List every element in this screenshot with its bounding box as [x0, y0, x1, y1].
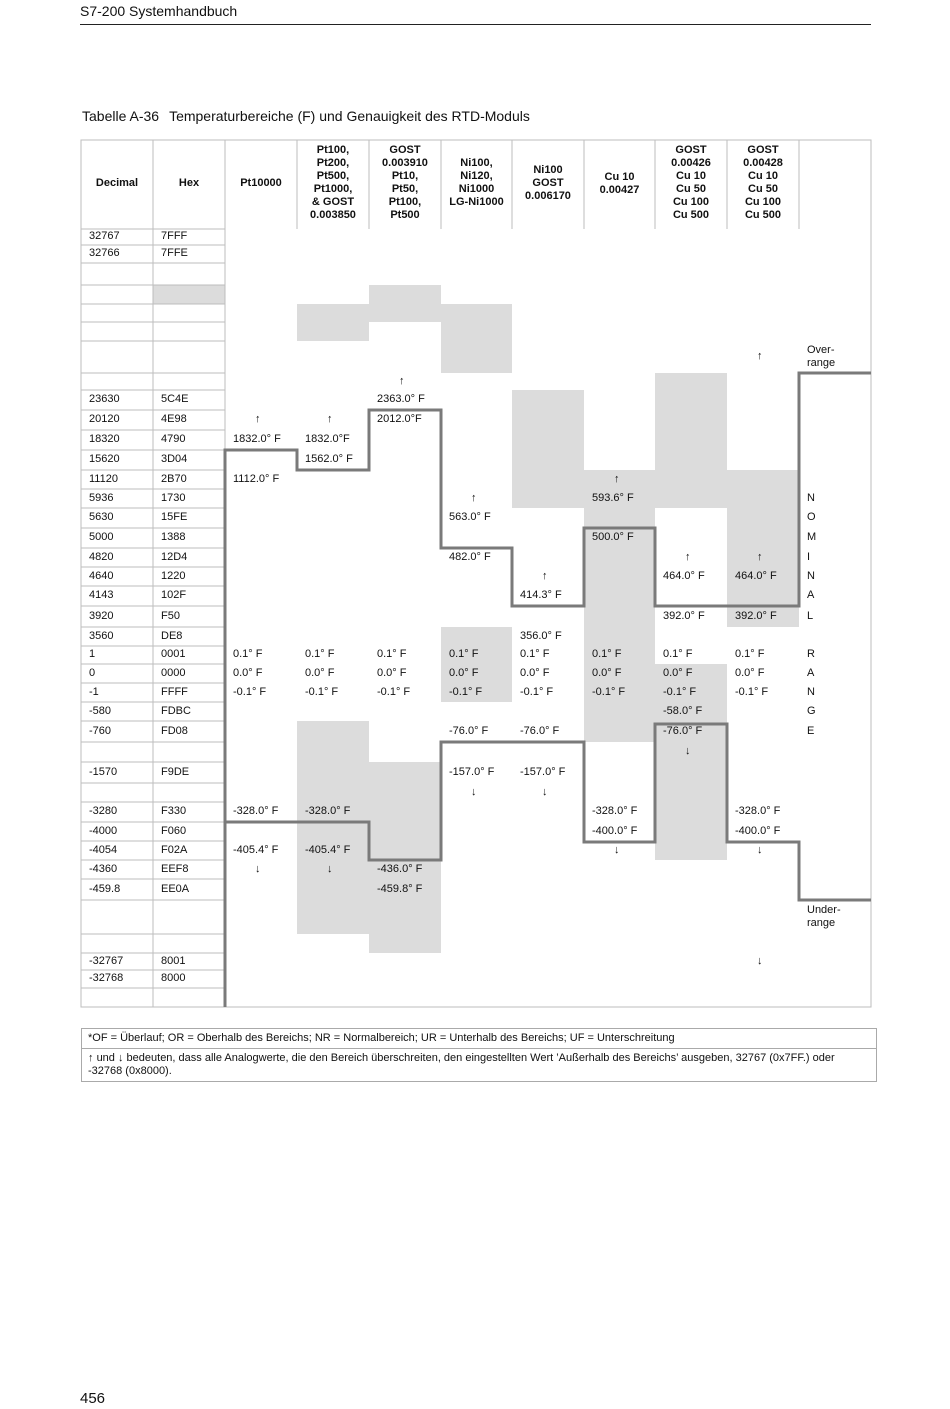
hex-value: DE8 — [161, 629, 183, 642]
decimal-value: -760 — [89, 724, 112, 737]
hex-value: F330 — [161, 805, 187, 817]
column-header-line: Cu 100 — [744, 195, 782, 208]
zero-value: 0.0° F — [233, 666, 263, 679]
range-letter: A — [807, 666, 815, 679]
resolution-minus-value: -0.1° F — [233, 685, 267, 698]
temperature-value: 464.0° F — [735, 569, 777, 582]
overrange-label — [807, 344, 835, 370]
up-arrow-icon: ↑ — [471, 491, 477, 504]
column-header-line: Pt100, — [388, 195, 422, 208]
temperature-value: 593.6° F — [592, 491, 634, 504]
down-arrow-icon: ↓ — [327, 862, 333, 875]
range-letter: G — [807, 704, 816, 717]
temperature-value: 500.0° F — [592, 531, 634, 543]
decimal-value: -32767 — [89, 954, 124, 967]
decimal-value: 4640 — [89, 569, 114, 582]
decimal-value: -3280 — [89, 805, 118, 817]
down-arrow-icon: ↓ — [614, 843, 620, 856]
nominal-letter: O — [807, 511, 816, 523]
column-header-line: LG-Ni1000 — [449, 196, 504, 209]
up-arrow-icon: ↑ — [685, 550, 691, 563]
temperature-value: -328.0° F — [592, 805, 638, 817]
hex-value: 7FFE — [161, 247, 188, 259]
resolution-minus-value: -0.1° F — [449, 685, 483, 698]
down-arrow-icon: ↓ — [757, 843, 763, 856]
shaded-cell — [369, 762, 441, 953]
hex-value: 2B70 — [161, 472, 187, 485]
decimal-value: 0 — [89, 666, 96, 679]
hex-value: 8001 — [161, 954, 186, 967]
resolution-plus-value: 0.1° F — [305, 648, 335, 660]
hex-value: 12D4 — [161, 550, 188, 563]
column-header-decimal — [81, 177, 153, 190]
hex-value: 0001 — [161, 648, 186, 660]
column-header-line: Ni100 — [533, 163, 563, 176]
shaded-cell — [369, 285, 441, 322]
shaded-cell — [441, 304, 512, 373]
shaded-cell — [297, 304, 369, 341]
resolution-plus-value: 0.1° F — [233, 648, 263, 660]
column-header-line: GOST — [389, 143, 421, 156]
resolution-plus-value: 0.1° F — [520, 648, 550, 660]
temperature-value: 2363.0° F — [377, 393, 425, 405]
temperature-value: -328.0° F — [233, 805, 279, 817]
overrange-label-line: range — [807, 357, 836, 369]
up-arrow-icon: ↑ — [399, 374, 405, 387]
underrange-label-line: Under- — [807, 904, 841, 916]
nominal-letter: I — [807, 550, 811, 563]
column-header-line: Cu 10 — [676, 169, 706, 182]
decimal-value: 1 — [89, 648, 96, 660]
decimal-value: 5630 — [89, 511, 114, 523]
shaded-cell — [727, 470, 799, 627]
column-header-line: Pt1000, — [313, 182, 353, 195]
temperature-value: 414.3° F — [520, 589, 562, 601]
column-header-line: Cu 10 — [604, 170, 635, 183]
down-arrow-icon: ↓ — [117, 1052, 124, 1064]
down-arrow-icon: ↓ — [542, 785, 548, 798]
hex-value: FFFF — [161, 685, 188, 698]
column-header-c6 — [512, 164, 584, 203]
temperature-value: -157.0° F — [449, 765, 495, 778]
hex-value: F50 — [161, 609, 180, 622]
hex-value: 7FFF — [161, 230, 188, 242]
range-letter: E — [807, 724, 815, 737]
zero-value: 0.0° F — [305, 666, 335, 679]
temperature-value: -405.4° F — [305, 843, 351, 856]
resolution-plus-value: 0.1° F — [377, 648, 407, 660]
page-number: 456 — [80, 1390, 106, 1407]
decimal-value: -4054 — [89, 843, 118, 856]
up-arrow-icon: ↑ — [757, 350, 763, 362]
note-und: und — [96, 1052, 115, 1064]
decimal-value: 3560 — [89, 629, 114, 642]
resolution-plus-value: 0.1° F — [592, 648, 622, 660]
column-header-c9 — [727, 144, 799, 222]
hex-value: 3D04 — [161, 453, 188, 465]
up-arrow-icon: ↑ — [614, 472, 620, 485]
column-header-line: Pt500 — [390, 208, 420, 221]
temperature-value: 464.0° F — [663, 569, 705, 582]
column-header-line: Pt10000 — [240, 177, 282, 190]
up-arrow-icon: ↑ — [542, 569, 548, 582]
resolution-minus-value: -0.1° F — [520, 685, 554, 698]
column-header-c8 — [655, 144, 727, 222]
column-header-line: 0.00428 — [743, 156, 783, 169]
down-arrow-icon: ↓ — [255, 862, 261, 875]
column-header-pt10000 — [225, 177, 297, 190]
temperature-value: 1832.0°F — [305, 433, 350, 445]
temperature-value: 356.0° F — [520, 629, 562, 642]
up-arrow-icon: ↑ — [327, 413, 333, 425]
hex-value: 8000 — [161, 972, 186, 984]
down-arrow-icon: ↓ — [685, 745, 691, 757]
hex-value: 1220 — [161, 569, 186, 582]
hex-value: EE0A — [161, 882, 190, 895]
decimal-value: 4820 — [89, 550, 114, 563]
hex-value: FD08 — [161, 724, 188, 737]
temperature-value: -157.0° F — [520, 765, 566, 778]
zero-value: 0.0° F — [377, 666, 407, 679]
hex-value: 102F — [161, 589, 187, 601]
nominal-letter: A — [807, 589, 815, 601]
column-header-line: Ni1000 — [458, 183, 495, 196]
resolution-minus-value: -0.1° F — [735, 685, 769, 698]
resolution-minus-value: -0.1° F — [592, 685, 626, 698]
decimal-value: 20120 — [89, 413, 120, 425]
arrow-note — [82, 1049, 876, 1081]
column-header-line: Cu 500 — [744, 208, 782, 221]
decimal-value: -459.8 — [89, 882, 121, 895]
decimal-value: 5936 — [89, 491, 114, 504]
range-letter: R — [807, 648, 815, 660]
down-arrow-icon: ↓ — [471, 785, 477, 798]
temperature-value: -400.0° F — [735, 824, 781, 837]
column-header-hex — [153, 177, 225, 190]
column-header-line: GOST — [532, 176, 564, 189]
down-arrow-icon: ↓ — [757, 954, 763, 967]
column-header-line: Cu 500 — [672, 208, 710, 221]
temperature-value: 1112.0° F — [233, 472, 280, 485]
decimal-value: -1570 — [89, 765, 118, 778]
temperature-value: 392.0° F — [663, 609, 705, 622]
column-header-c3 — [297, 144, 369, 222]
column-header-line: Ni120, — [460, 170, 493, 183]
column-header-line: GOST — [747, 143, 779, 156]
hex-value: FDBC — [161, 704, 191, 717]
hex-value: 0000 — [161, 666, 186, 679]
column-header-line: 0.00427 — [599, 183, 640, 196]
column-header-line: Cu 50 — [676, 182, 706, 195]
zero-value: 0.0° F — [592, 666, 622, 679]
shaded-cell — [655, 390, 727, 508]
underrange-label-line: range — [807, 917, 836, 929]
abbreviation-note: *OF = Überlauf; OR = Oberhalb des Bereichs; NR = Normalbereich; UR = Unterhalb des Bereichs; UF = Unterschreitung — [82, 1029, 876, 1049]
temperature-value: 2012.0°F — [377, 413, 422, 425]
temperature-value: 1832.0° F — [233, 433, 281, 445]
resolution-minus-value: -0.1° F — [305, 685, 339, 698]
caption-text: Temperaturbereiche (F) und Genauigkeit des RTD-Moduls — [169, 108, 530, 124]
hex-value: 1388 — [161, 531, 186, 543]
hex-value: F060 — [161, 824, 187, 837]
hex-value: 1730 — [161, 491, 186, 504]
decimal-value: 32767 — [89, 230, 120, 242]
nominal-letter: N — [807, 569, 815, 582]
decimal-value: 32766 — [89, 247, 120, 259]
table-notes — [81, 1028, 877, 1082]
column-header-line: Pt10, — [391, 169, 419, 182]
resolution-plus-value: 0.1° F — [735, 648, 765, 660]
arrow-note-text: bedeuten, dass alle Analogwerte, die den Bereich überschreiten, den eingestellten Wert ’Außerhalb des Bereichs’ ausgeben, 32767 (0x7FF.) oder -32768 (0x8000). — [88, 1052, 835, 1077]
zero-value: 0.0° F — [663, 666, 693, 679]
column-header-line: Pt200, — [316, 156, 350, 169]
temperature-value: -400.0° F — [592, 824, 638, 837]
temperature-value: 482.0° F — [449, 550, 491, 563]
running-header: S7-200 Systemhandbuch — [80, 3, 238, 19]
range-letter: N — [807, 685, 815, 698]
hex-value: 15FE — [161, 511, 188, 523]
nominal-letter: N — [807, 491, 815, 504]
temperature-value: -76.0° F — [449, 724, 489, 737]
up-arrow-icon: ↑ — [255, 413, 261, 425]
column-header-line: 0.00426 — [671, 156, 711, 169]
column-header-line: & GOST — [311, 195, 355, 208]
decimal-value: 23630 — [89, 393, 120, 405]
overrange-label-line: Over- — [807, 344, 835, 356]
hex-value: EEF8 — [161, 862, 189, 875]
shaded-cell — [655, 721, 727, 860]
column-header-line: Pt500, — [316, 169, 350, 182]
zero-value: 0.0° F — [520, 666, 550, 679]
decimal-value: 4143 — [89, 589, 114, 601]
temperature-value: -459.8° F — [377, 882, 423, 895]
zero-value: 0.0° F — [735, 666, 765, 679]
decimal-value: 3920 — [89, 609, 114, 622]
decimal-value: 5000 — [89, 531, 114, 543]
resolution-plus-value: 0.1° F — [449, 648, 479, 660]
nominal-letter: M — [807, 531, 817, 543]
shaded-cell — [512, 430, 584, 508]
decimal-value: -4000 — [89, 824, 118, 837]
column-header-line: Ni100, — [460, 157, 493, 170]
column-header-line: Pt100, — [316, 143, 350, 156]
temperature-value: -328.0° F — [735, 805, 781, 817]
decimal-value: 11120 — [89, 472, 118, 485]
hex-value: F02A — [161, 843, 188, 856]
temperature-value: -76.0° F — [520, 724, 560, 737]
temperature-value: -76.0° F — [663, 724, 703, 737]
hex-value: F9DE — [161, 765, 190, 778]
temperature-value: 1562.0° F — [305, 453, 353, 465]
hex-value: 4790 — [161, 433, 186, 445]
temperature-value: 563.0° F — [449, 511, 491, 523]
decimal-value: 15620 — [89, 453, 120, 465]
decimal-value: -4360 — [89, 862, 118, 875]
nominal-letter: L — [807, 609, 814, 622]
decimal-value: -32768 — [89, 972, 124, 984]
column-header-line: Cu 100 — [672, 195, 710, 208]
temperature-value: -436.0° F — [377, 862, 423, 875]
resolution-minus-value: -0.1° F — [663, 685, 697, 698]
resolution-plus-value: 0.1° F — [663, 648, 693, 660]
temperature-value: 392.0° F — [735, 609, 777, 622]
resolution-minus-value: -0.1° F — [377, 685, 411, 698]
up-arrow-icon: ↑ — [88, 1052, 94, 1064]
hex-value: 4E98 — [161, 413, 187, 425]
shaded-cell — [153, 285, 225, 304]
caption-id: Tabelle A-36 — [82, 108, 160, 124]
column-header-line: Cu 50 — [748, 182, 778, 195]
column-header-line: Hex — [178, 177, 200, 190]
column-header-c7 — [584, 171, 655, 197]
column-header-line: GOST — [675, 143, 707, 156]
column-header-line: Cu 10 — [748, 169, 778, 182]
temperature-value: -58.0° F — [663, 704, 703, 717]
temperature-value: -328.0° F — [305, 805, 351, 817]
column-header-line: 0.003910 — [382, 156, 428, 169]
decimal-value: -1 — [89, 685, 99, 698]
temperature-value: -405.4° F — [233, 843, 279, 856]
zero-value: 0.0° F — [449, 666, 479, 679]
column-header-line: 0.003850 — [310, 208, 356, 221]
up-arrow-icon: ↑ — [757, 550, 763, 563]
decimal-value: 18320 — [89, 433, 120, 445]
decimal-value: -580 — [89, 704, 112, 717]
column-header-line: 0.006170 — [525, 189, 571, 202]
column-header-c4 — [369, 144, 441, 222]
column-header-line: Decimal — [95, 177, 139, 190]
column-header-c5 — [441, 157, 512, 209]
underrange-label — [807, 904, 841, 930]
hex-value: 5C4E — [161, 393, 189, 405]
column-header-line: Pt50, — [391, 182, 419, 195]
